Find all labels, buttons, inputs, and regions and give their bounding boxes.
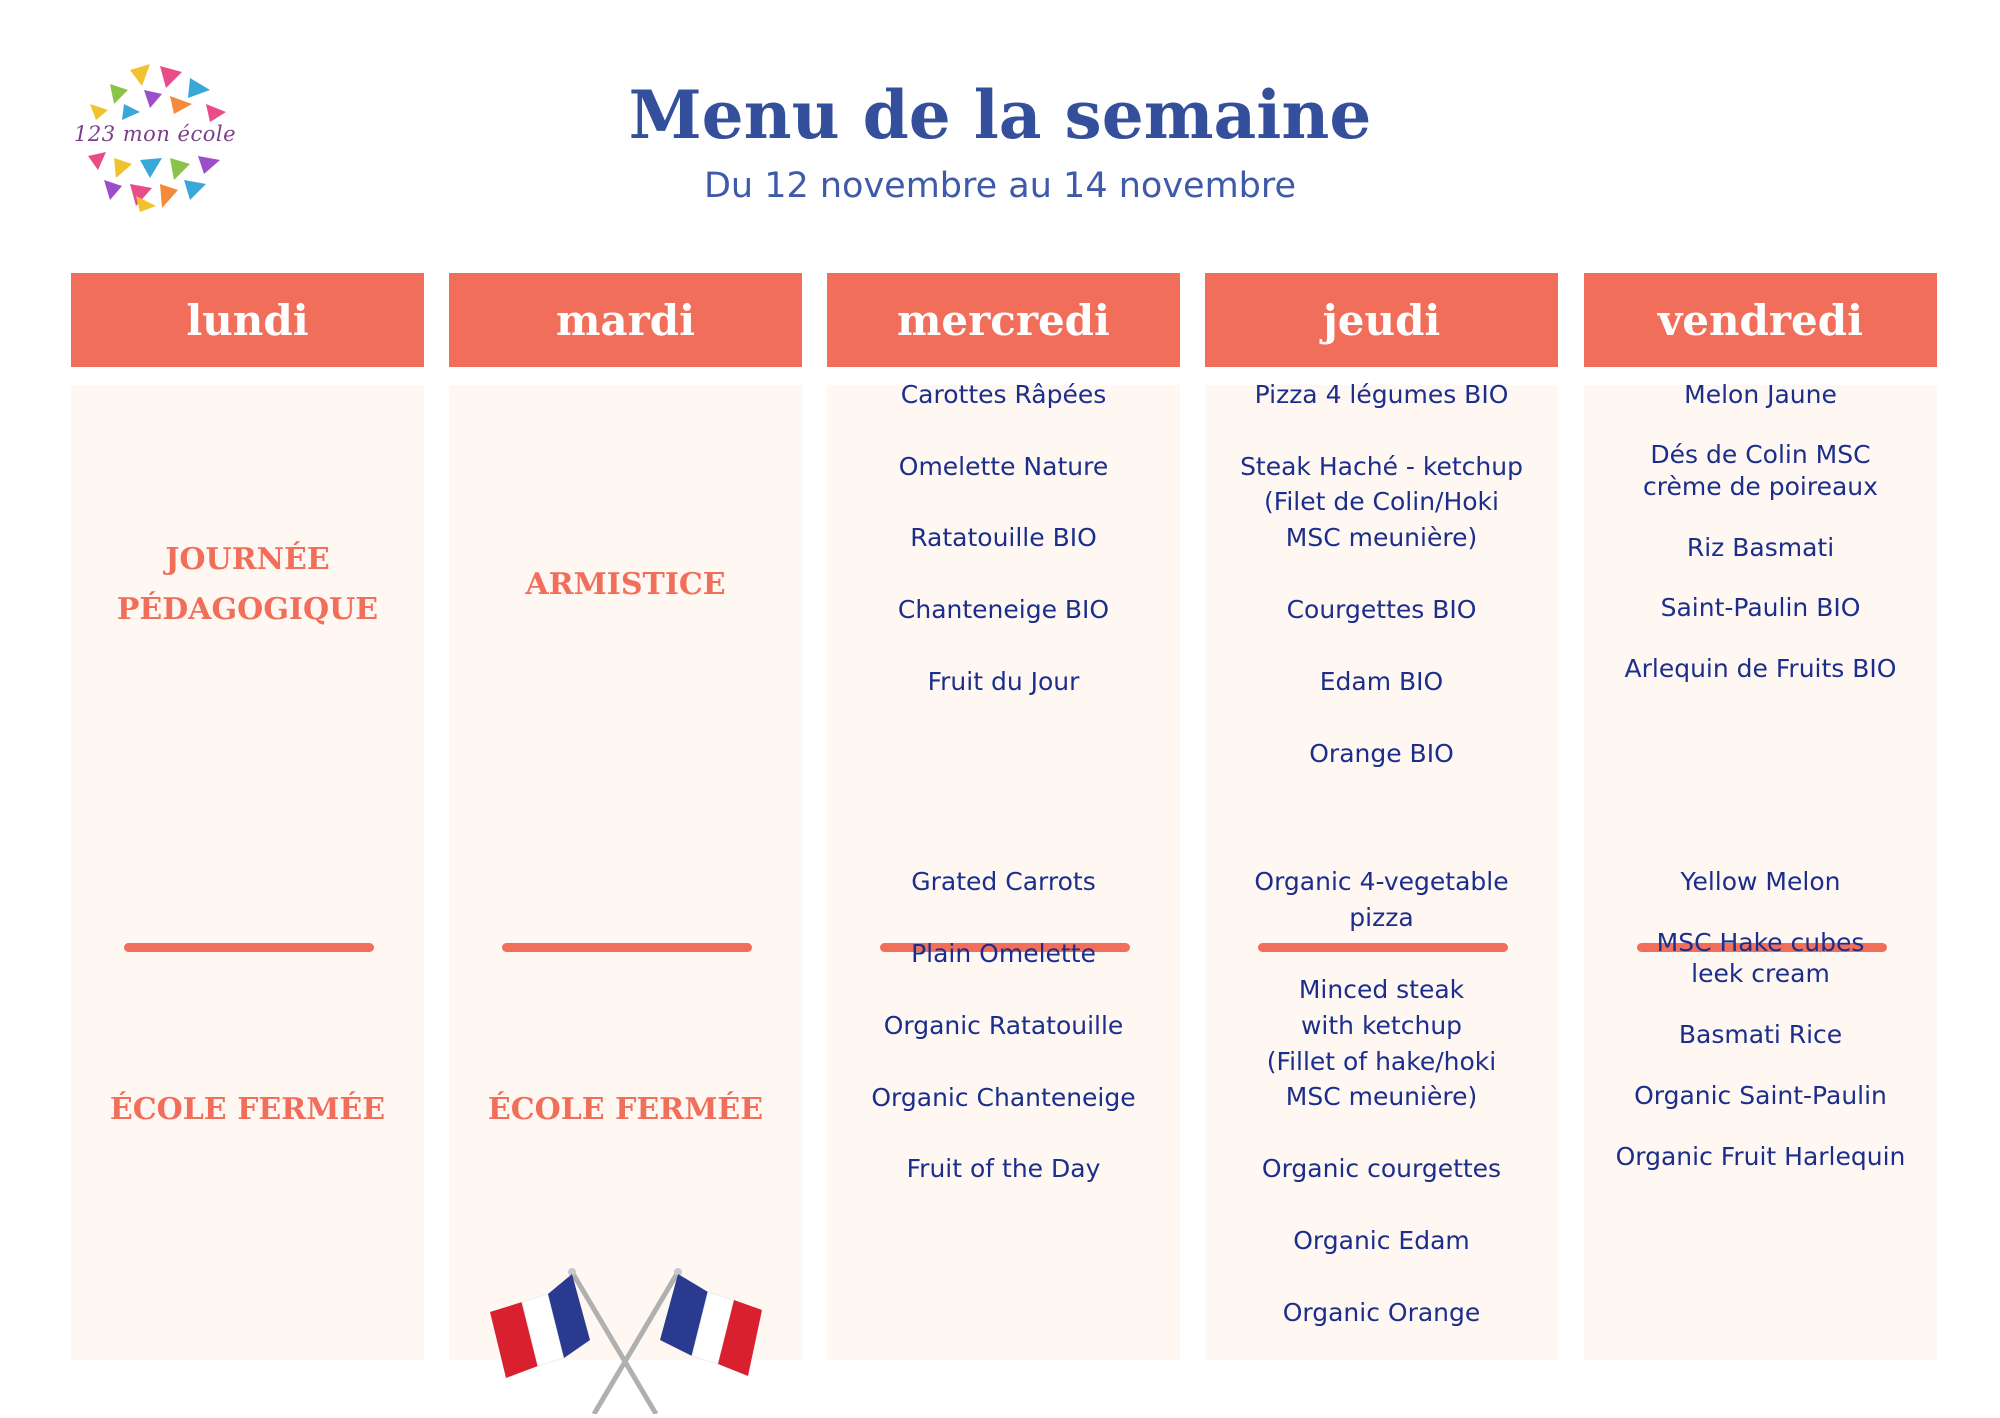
- day-header: vendredi: [1584, 273, 1937, 367]
- menu-item: Fruit du Jour: [927, 667, 1080, 696]
- menu-item: Minced steak: [1298, 975, 1465, 1004]
- menu-item: Grated Carrots: [911, 867, 1096, 896]
- menu-item: leek cream: [1691, 959, 1830, 988]
- menu-item: Yellow Melon: [1680, 867, 1841, 896]
- menu-item: crème de poireaux: [1643, 472, 1878, 501]
- menu-item: Organic 4-vegetable: [1254, 867, 1509, 896]
- day-header: mercredi: [827, 273, 1180, 367]
- day-panel: [1205, 380, 1558, 1360]
- menu-item: Organic Orange: [1282, 1298, 1481, 1327]
- section-divider: [124, 943, 374, 952]
- menu-item: Saint-Paulin BIO: [1660, 593, 1861, 622]
- day-panel: [1584, 380, 1937, 1360]
- menu-item: Basmati Rice: [1678, 1020, 1843, 1049]
- menu-item: Organic courgettes: [1261, 1154, 1502, 1183]
- day-column-lundi: [71, 273, 424, 1127]
- menu-item: Melon Jaune: [1684, 380, 1837, 409]
- french-flags-icon: [486, 1260, 766, 1414]
- closed-label: JOURNÉE: [165, 542, 330, 577]
- menu-item: Riz Basmati: [1686, 533, 1835, 562]
- day-column-mardi: [449, 273, 802, 1127]
- day-header: lundi: [71, 273, 424, 367]
- menu-item: Edam BIO: [1319, 667, 1444, 696]
- menu-item: Steak Haché - ketchup: [1240, 452, 1523, 481]
- menu-item: Chanteneige BIO: [897, 595, 1110, 624]
- menu-item: Organic Ratatouille: [883, 1011, 1124, 1040]
- page-title: Menu de la semaine: [628, 76, 1372, 154]
- page-subtitle: Du 12 novembre au 14 novembre: [703, 166, 1297, 206]
- menu-item: Courgettes BIO: [1286, 595, 1477, 624]
- logo-text: 123 mon école: [74, 122, 236, 146]
- day-column-mercredi: [827, 273, 1180, 1183]
- day-column-vendredi: [1584, 273, 1937, 1171]
- menu-item: with ketchup: [1300, 1011, 1463, 1040]
- menu-item: Dés de Colin MSC: [1650, 440, 1871, 469]
- day-panel: [449, 385, 802, 1360]
- menu-item: (Fillet of hake/hoki: [1266, 1047, 1497, 1076]
- menu-item: pizza: [1349, 903, 1414, 932]
- menu-item: Organic Edam: [1293, 1226, 1470, 1255]
- menu-item: Organic Fruit Harlequin: [1615, 1142, 1906, 1171]
- menu-item: Carottes Râpées: [900, 380, 1107, 409]
- menu-item: MSC Hake cubes: [1656, 928, 1865, 957]
- day-column-jeudi: [1205, 273, 1558, 1327]
- day-header: mardi: [449, 273, 802, 367]
- menu-item: Arlequin de Fruits BIO: [1624, 654, 1897, 683]
- menu-item: Organic Saint-Paulin: [1634, 1081, 1887, 1110]
- menu-item: Organic Chanteneige: [871, 1083, 1136, 1112]
- closed-label: ÉCOLE FERMÉE: [109, 1092, 386, 1127]
- day-header: jeudi: [1205, 273, 1558, 367]
- menu-item: MSC meunière): [1285, 523, 1478, 552]
- page-header: [0, 70, 2000, 206]
- day-panel: [827, 380, 1180, 1360]
- menu-item: Omelette Nature: [898, 452, 1109, 481]
- closed-label: ÉCOLE FERMÉE: [487, 1092, 764, 1127]
- closed-label: ARMISTICE: [525, 567, 726, 602]
- menu-item: (Filet de Colin/Hoki: [1264, 487, 1499, 516]
- menu-item: Orange BIO: [1309, 739, 1454, 768]
- section-divider: [502, 943, 752, 952]
- closed-label: PÉDAGOGIQUE: [116, 592, 379, 627]
- section-divider: [1258, 943, 1508, 952]
- day-panel: [71, 385, 424, 1360]
- menu-item: Pizza 4 légumes BIO: [1254, 380, 1509, 409]
- menu-item: Fruit of the Day: [906, 1154, 1101, 1183]
- menu-item: MSC meunière): [1285, 1082, 1478, 1111]
- menu-item: Ratatouille BIO: [910, 523, 1097, 552]
- menu-item: Plain Omelette: [911, 939, 1096, 968]
